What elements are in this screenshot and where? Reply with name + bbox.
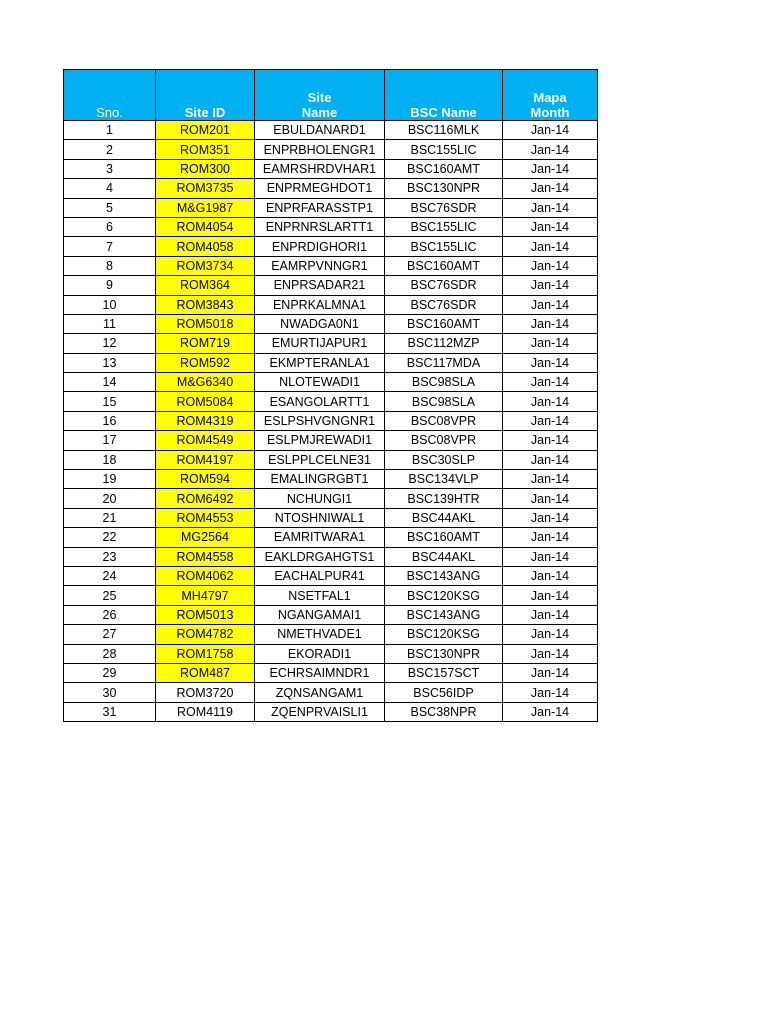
site-name-cell: ENPRBHOLENGR1 (255, 140, 385, 159)
site-id-cell: ROM4782 (156, 625, 255, 644)
bsc-name-cell: BSC76SDR (385, 198, 503, 217)
site-id-cell: ROM4058 (156, 237, 255, 256)
sno-cell: 4 (64, 179, 156, 198)
month-cell: Jan-14 (503, 353, 598, 372)
sno-cell: 14 (64, 373, 156, 392)
month-cell: Jan-14 (503, 373, 598, 392)
site-id-cell: ROM592 (156, 353, 255, 372)
table-row (64, 314, 598, 333)
bsc-name-cell: BSC112MZP (385, 334, 503, 353)
sno-cell: 10 (64, 295, 156, 314)
month-cell: Jan-14 (503, 179, 598, 198)
month-cell: Jan-14 (503, 586, 598, 605)
site-id-cell: M&G1987 (156, 198, 255, 217)
site-name-cell: EKMPTERANLA1 (255, 353, 385, 372)
month-cell: Jan-14 (503, 663, 598, 682)
month-cell: Jan-14 (503, 605, 598, 624)
site-id-cell: ROM4054 (156, 217, 255, 236)
month-cell: Jan-14 (503, 450, 598, 469)
site-id-cell: ROM719 (156, 334, 255, 353)
sno-cell: 30 (64, 683, 156, 702)
month-cell: Jan-14 (503, 295, 598, 314)
table-row (64, 392, 598, 411)
header-row (64, 70, 598, 121)
site-id-cell: ROM3735 (156, 179, 255, 198)
site-name-cell: ENPRFARASSTP1 (255, 198, 385, 217)
sno-cell: 24 (64, 566, 156, 585)
month-cell: Jan-14 (503, 644, 598, 663)
bsc-name-cell: BSC134VLP (385, 470, 503, 489)
site-id-cell: ROM4197 (156, 450, 255, 469)
table-row (64, 237, 598, 256)
bsc-name-cell: BSC76SDR (385, 276, 503, 295)
month-cell: Jan-14 (503, 566, 598, 585)
sno-cell: 1 (64, 121, 156, 140)
table-row (64, 683, 598, 702)
site-name-cell: ESLPSHVGNGNR1 (255, 411, 385, 430)
table-row (64, 547, 598, 566)
bsc-name-cell: BSC143ANG (385, 566, 503, 585)
site-id-cell: ROM300 (156, 159, 255, 178)
sno-cell: 27 (64, 625, 156, 644)
table-row (64, 644, 598, 663)
site-name-cell: ENPRKALMNA1 (255, 295, 385, 314)
bsc-name-cell: BSC130NPR (385, 644, 503, 663)
table-row (64, 411, 598, 430)
sno-cell: 15 (64, 392, 156, 411)
site-name-cell: NTOSHNIWAL1 (255, 508, 385, 527)
sno-cell: 18 (64, 450, 156, 469)
month-cell: Jan-14 (503, 334, 598, 353)
month-cell: Jan-14 (503, 276, 598, 295)
bsc-name-cell: BSC08VPR (385, 411, 503, 430)
site-name-cell: EBULDANARD1 (255, 121, 385, 140)
bsc-name-cell: BSC139HTR (385, 489, 503, 508)
site-id-cell: MG2564 (156, 528, 255, 547)
table-row (64, 334, 598, 353)
month-cell: Jan-14 (503, 198, 598, 217)
table-row (64, 566, 598, 585)
site-id-cell: ROM594 (156, 470, 255, 489)
table-body (64, 121, 598, 722)
site-name-cell: EKORADI1 (255, 644, 385, 663)
table-row (64, 450, 598, 469)
site-name-cell: ESLPMJREWADI1 (255, 431, 385, 450)
month-cell: Jan-14 (503, 121, 598, 140)
bsc-name-cell: BSC116MLK (385, 121, 503, 140)
sno-cell: 23 (64, 547, 156, 566)
table-row (64, 198, 598, 217)
site-name-cell: EACHALPUR41 (255, 566, 385, 585)
bsc-name-cell: BSC44AKL (385, 547, 503, 566)
month-cell: Jan-14 (503, 237, 598, 256)
month-cell: Jan-14 (503, 392, 598, 411)
month-cell: Jan-14 (503, 140, 598, 159)
sno-cell: 2 (64, 140, 156, 159)
bsc-name-cell: BSC76SDR (385, 295, 503, 314)
bsc-name-cell: BSC157SCT (385, 663, 503, 682)
table-row (64, 586, 598, 605)
bsc-name-cell: BSC98SLA (385, 373, 503, 392)
bsc-name-cell: BSC160AMT (385, 256, 503, 275)
table-row (64, 528, 598, 547)
site-name-cell: ZQENPRVAISLI1 (255, 702, 385, 721)
sno-cell: 5 (64, 198, 156, 217)
site-name-cell: ZQNSANGAM1 (255, 683, 385, 702)
header-month: Mapa Month (503, 70, 598, 121)
bsc-name-cell: BSC120KSG (385, 586, 503, 605)
month-cell: Jan-14 (503, 547, 598, 566)
site-id-cell: ROM364 (156, 276, 255, 295)
bsc-name-cell: BSC143ANG (385, 605, 503, 624)
site-name-cell: EAMRPVNNGR1 (255, 256, 385, 275)
site-id-cell: ROM5018 (156, 314, 255, 333)
table-row (64, 373, 598, 392)
site-name-cell: NLOTEWADI1 (255, 373, 385, 392)
site-name-cell: ESANGOLARTT1 (255, 392, 385, 411)
month-cell: Jan-14 (503, 159, 598, 178)
sno-cell: 19 (64, 470, 156, 489)
sno-cell: 8 (64, 256, 156, 275)
table-row (64, 625, 598, 644)
header-sno: Sno. (64, 70, 156, 121)
site-name-cell: ECHRSAIMNDR1 (255, 663, 385, 682)
sno-cell: 20 (64, 489, 156, 508)
bsc-name-cell: BSC98SLA (385, 392, 503, 411)
month-cell: Jan-14 (503, 256, 598, 275)
site-name-cell: ESLPPLCELNE31 (255, 450, 385, 469)
bsc-name-cell: BSC08VPR (385, 431, 503, 450)
site-id-cell: ROM3843 (156, 295, 255, 314)
table-row (64, 217, 598, 236)
sno-cell: 11 (64, 314, 156, 333)
table-row (64, 159, 598, 178)
site-id-cell: ROM201 (156, 121, 255, 140)
bsc-name-cell: BSC38NPR (385, 702, 503, 721)
table-row (64, 489, 598, 508)
site-name-cell: ENPRNRSLARTT1 (255, 217, 385, 236)
site-id-cell: ROM1758 (156, 644, 255, 663)
month-cell: Jan-14 (503, 411, 598, 430)
sno-cell: 21 (64, 508, 156, 527)
sno-cell: 26 (64, 605, 156, 624)
site-id-cell: ROM351 (156, 140, 255, 159)
table-header (64, 70, 598, 121)
site-table (63, 69, 598, 722)
table-row (64, 256, 598, 275)
bsc-name-cell: BSC160AMT (385, 314, 503, 333)
site-id-cell: ROM4062 (156, 566, 255, 585)
sno-cell: 25 (64, 586, 156, 605)
header-site-name: Site Name (255, 70, 385, 121)
bsc-name-cell: BSC120KSG (385, 625, 503, 644)
month-cell: Jan-14 (503, 508, 598, 527)
sno-cell: 28 (64, 644, 156, 663)
table-row (64, 605, 598, 624)
site-id-cell: ROM4549 (156, 431, 255, 450)
sno-cell: 6 (64, 217, 156, 236)
bsc-name-cell: BSC30SLP (385, 450, 503, 469)
sno-cell: 22 (64, 528, 156, 547)
table-row (64, 353, 598, 372)
table-row (64, 121, 598, 140)
site-id-cell: ROM487 (156, 663, 255, 682)
site-name-cell: ENPRDIGHORI1 (255, 237, 385, 256)
sno-cell: 3 (64, 159, 156, 178)
month-cell: Jan-14 (503, 431, 598, 450)
site-id-cell: ROM4119 (156, 702, 255, 721)
sno-cell: 16 (64, 411, 156, 430)
site-name-cell: NMETHVADE1 (255, 625, 385, 644)
site-id-cell: ROM4319 (156, 411, 255, 430)
sno-cell: 12 (64, 334, 156, 353)
sno-cell: 9 (64, 276, 156, 295)
site-id-cell: ROM3734 (156, 256, 255, 275)
table-row (64, 470, 598, 489)
site-name-cell: ENPRMEGHDOT1 (255, 179, 385, 198)
site-name-cell: EMURTIJAPUR1 (255, 334, 385, 353)
bsc-name-cell: BSC44AKL (385, 508, 503, 527)
bsc-name-cell: BSC56IDP (385, 683, 503, 702)
site-name-cell: ENPRSADAR21 (255, 276, 385, 295)
month-cell: Jan-14 (503, 217, 598, 236)
bsc-name-cell: BSC117MDA (385, 353, 503, 372)
bsc-name-cell: BSC155LIC (385, 217, 503, 236)
site-name-cell: NSETFAL1 (255, 586, 385, 605)
site-name-cell: NGANGAMAI1 (255, 605, 385, 624)
table-row (64, 179, 598, 198)
sno-cell: 7 (64, 237, 156, 256)
site-id-cell: ROM6492 (156, 489, 255, 508)
site-name-cell: EAKLDRGAHGTS1 (255, 547, 385, 566)
site-name-cell: EAMRITWARA1 (255, 528, 385, 547)
bsc-name-cell: BSC155LIC (385, 140, 503, 159)
site-name-cell: NCHUNGI1 (255, 489, 385, 508)
bsc-name-cell: BSC155LIC (385, 237, 503, 256)
sno-cell: 17 (64, 431, 156, 450)
sno-cell: 31 (64, 702, 156, 721)
month-cell: Jan-14 (503, 314, 598, 333)
table-row (64, 276, 598, 295)
site-id-cell: ROM3720 (156, 683, 255, 702)
site-name-cell: NWADGA0N1 (255, 314, 385, 333)
month-cell: Jan-14 (503, 683, 598, 702)
table-row (64, 140, 598, 159)
site-name-cell: EAMRSHRDVHAR1 (255, 159, 385, 178)
bsc-name-cell: BSC130NPR (385, 179, 503, 198)
month-cell: Jan-14 (503, 702, 598, 721)
site-id-cell: ROM5013 (156, 605, 255, 624)
site-id-cell: ROM4558 (156, 547, 255, 566)
site-id-cell: ROM4553 (156, 508, 255, 527)
month-cell: Jan-14 (503, 489, 598, 508)
site-id-cell: ROM5084 (156, 392, 255, 411)
site-id-cell: M&G6340 (156, 373, 255, 392)
table-row (64, 295, 598, 314)
site-name-cell: EMALINGRGBT1 (255, 470, 385, 489)
month-cell: Jan-14 (503, 528, 598, 547)
bsc-name-cell: BSC160AMT (385, 159, 503, 178)
table-row (64, 702, 598, 721)
table-row (64, 663, 598, 682)
month-cell: Jan-14 (503, 470, 598, 489)
header-bsc-name: BSC Name (385, 70, 503, 121)
table-row (64, 431, 598, 450)
sno-cell: 29 (64, 663, 156, 682)
sno-cell: 13 (64, 353, 156, 372)
bsc-name-cell: BSC160AMT (385, 528, 503, 547)
month-cell: Jan-14 (503, 625, 598, 644)
table-row (64, 508, 598, 527)
header-site-id: Site ID (156, 70, 255, 121)
site-id-cell: MH4797 (156, 586, 255, 605)
